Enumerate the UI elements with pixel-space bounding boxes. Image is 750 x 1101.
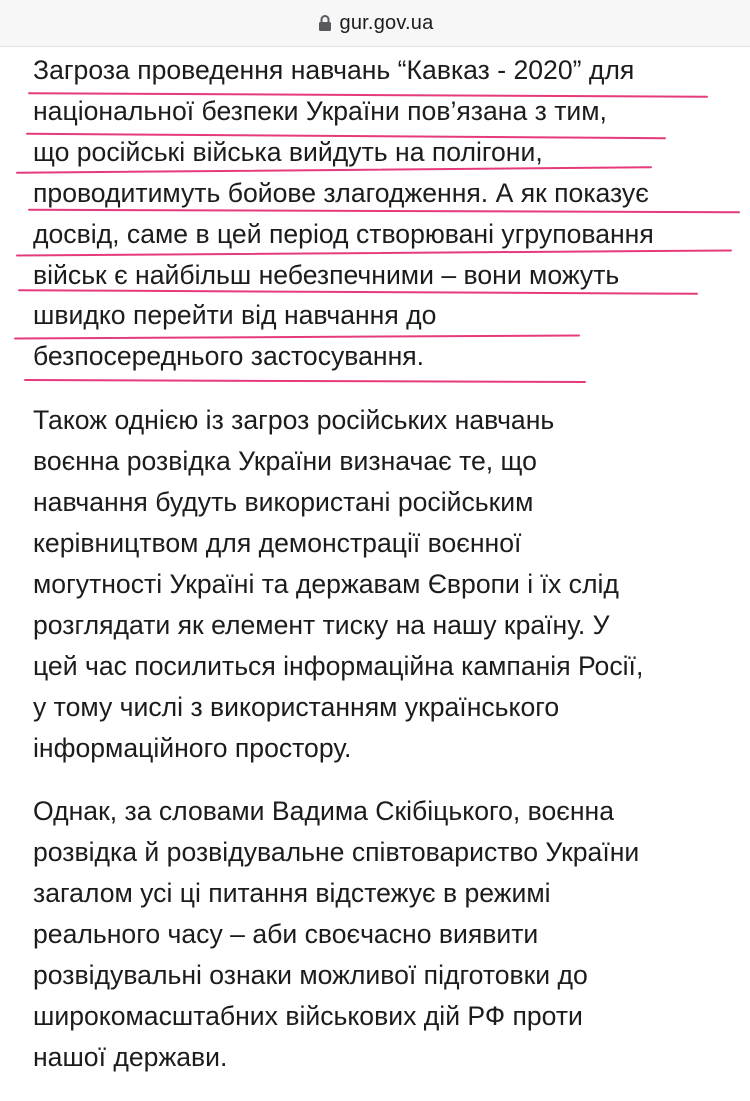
text-line: безпосереднього застосування.	[33, 341, 425, 372]
article-paragraph-1	[33, 50, 733, 377]
text-line: реального часу – аби своєчасно виявити	[33, 919, 539, 950]
text-line: широкомасштабних військових дій РФ проти	[33, 1000, 583, 1031]
text-line: воєнна розвідка України визначає те, що	[33, 446, 537, 477]
text-line: швидко перейти від навчання до	[33, 300, 437, 331]
address-bar[interactable]	[0, 0, 750, 47]
text-line: керівництвом для демонстрації воєнної	[33, 527, 522, 558]
lock-icon	[317, 13, 333, 33]
text-line: розглядати як елемент тиску на нашу країну. У	[33, 609, 610, 640]
text-line: Однак, за словами Вадима Скібіцького, воєнна	[33, 796, 615, 827]
text-line: загалом усі ці питання відстежує в режимі	[33, 878, 551, 909]
article-paragraph-3	[33, 791, 733, 1077]
article-body	[33, 50, 733, 1101]
text-line: що російські війська вийдуть на полігони,	[33, 136, 543, 167]
text-line: розвідувальні ознаки можливої підготовки до	[33, 960, 588, 991]
text-line: Також однією із загроз російських навчань	[33, 405, 555, 436]
text-line: досвід, саме в цей період створювані угруповання	[33, 218, 654, 249]
text-line: Загроза проведення навчань “Кавказ - 2020” для	[33, 55, 635, 85]
text-line: інформаційного простору.	[33, 732, 352, 763]
text-line: національної безпеки України пов’язана з тим,	[33, 95, 607, 126]
text-line: навчання будуть використані російським	[33, 487, 534, 518]
text-line: у тому числі з використанням українського	[33, 691, 560, 722]
text-line: проводитимуть бойове злагодження. А як показує	[33, 177, 649, 208]
text-line: розвідка й розвідувальне співтовариство України	[33, 837, 640, 868]
text-line: нашої держави.	[33, 1041, 228, 1072]
address-bar-content	[317, 12, 434, 35]
article-paragraph-2	[33, 400, 733, 768]
url-text[interactable]: gur.gov.ua	[339, 11, 434, 34]
text-line: могутності Україні та державам Європи і їх слід	[33, 568, 619, 599]
text-line: військ є найбільш небезпечними – вони можуть	[33, 259, 620, 290]
text-line: цей час посилиться інформаційна кампанія Росії,	[33, 650, 644, 681]
